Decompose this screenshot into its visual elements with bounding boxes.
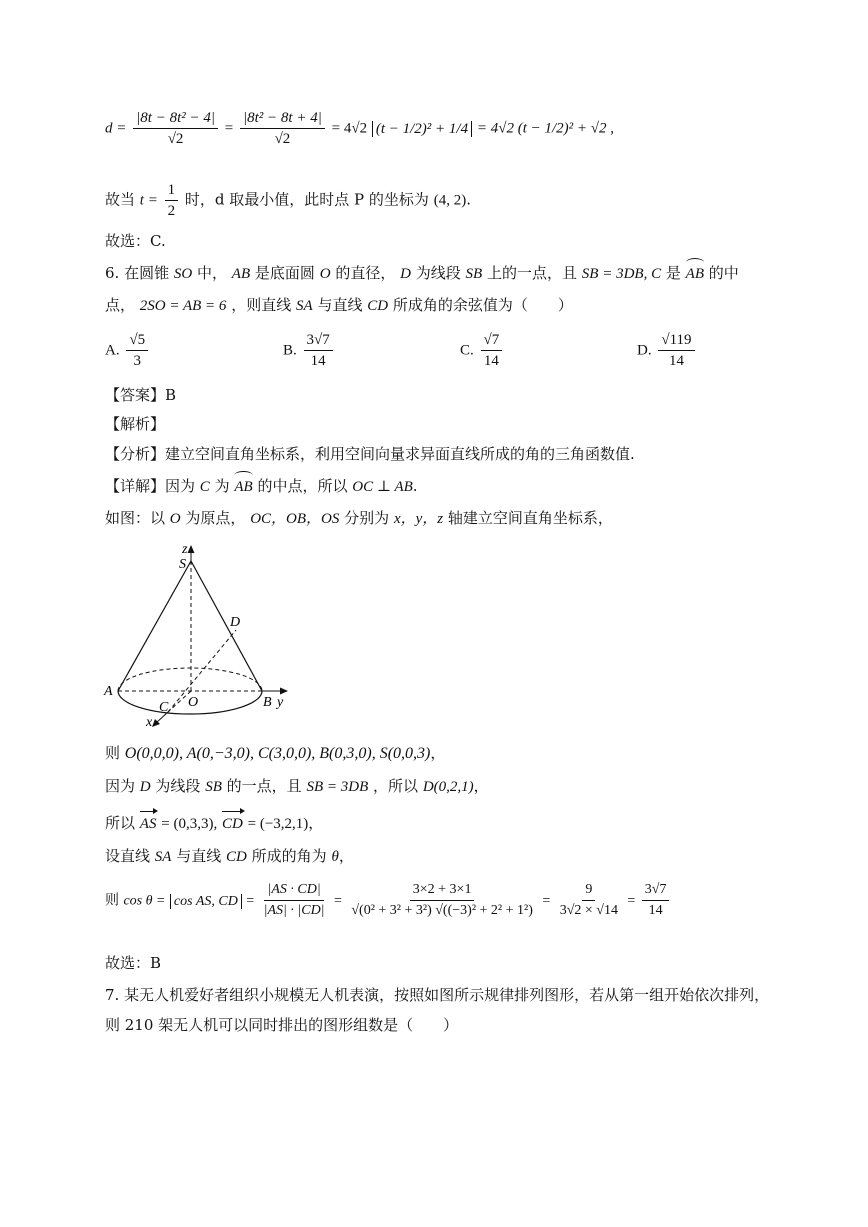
m: = (246, 893, 255, 909)
option-frac: $\frac{3√7}{14}$ (304, 330, 333, 371)
cos-frac-4: $\frac{3√7}{14}$ (642, 880, 670, 921)
text: 因为 (105, 777, 136, 795)
label-a: A (104, 684, 113, 699)
distance-formula (105, 108, 614, 149)
equals-2: = 4√2 (331, 120, 368, 137)
text: 如图：以 (105, 509, 166, 527)
cos-frac-3: $\frac{9}{3√2 \times √14}$ (559, 882, 618, 918)
q7-line1: 7. 某无人机爱好者组织小规模无人机表演，按照如图所示规律排列图形，若从第一组开始依次排列， (105, 986, 770, 1004)
frac-2: $\frac{\text{|8t² − 8t + 4|}}{√2}$ (240, 108, 325, 149)
coordinate-setup (105, 507, 613, 530)
answer-6: 故选：B (105, 954, 162, 972)
m: CD (367, 298, 389, 314)
m: C (199, 479, 210, 495)
text: 分别为 (344, 509, 390, 527)
coordinate: (4, 2) (433, 192, 467, 209)
text: 时，d 取最小值，此时点 P 的坐标为 (184, 190, 429, 209)
label-s: S (179, 557, 186, 572)
analysis-label: 【解析】 (105, 415, 166, 433)
option-b[interactable] (283, 330, 335, 371)
m: θ (331, 849, 339, 865)
vectors-line (105, 812, 323, 835)
text: ， (473, 777, 489, 795)
text: 上的一点，且 (487, 264, 578, 282)
m: x，y，z (393, 511, 444, 527)
text: 为线段 (415, 264, 461, 282)
m: D (400, 266, 411, 282)
answer-label: 【答案】B (105, 386, 177, 404)
cone-figure (100, 540, 300, 730)
text: 的直径， (335, 264, 396, 282)
answer-5: 故选：C. (105, 232, 166, 250)
abs-expression: (t − 1/2)² + 1/4 (372, 121, 472, 137)
m: OC ⊥ AB (352, 479, 413, 495)
coordinates-line (105, 742, 445, 765)
text: 则 (105, 744, 121, 762)
m: D (139, 779, 151, 795)
q6-line1 (105, 262, 739, 285)
text: 所以 (105, 814, 136, 832)
label-z: z (182, 542, 188, 557)
text: 为原点， (185, 509, 246, 527)
text: 设直线 (105, 847, 151, 865)
m: SB (205, 779, 222, 795)
text: . (412, 477, 418, 495)
equals-1: = (224, 120, 234, 137)
q7-line2: 则 210 架无人机可以同时排出的图形组数是（ ） (105, 1016, 459, 1034)
m: OC，OB，OS (250, 511, 340, 527)
text: 为 (214, 477, 230, 495)
base-back-arc (118, 668, 262, 691)
text: ， (430, 744, 446, 762)
text: ， (338, 847, 354, 865)
text: . (466, 190, 471, 209)
cos-frac-1: $\frac{|AS \cdot CD|}{|AS| \cdot |CD|}$ (263, 882, 325, 918)
frac-1: $\frac{\text{|8t − 8t² − 4|}}{√2}$ (133, 108, 218, 149)
z-arrow-icon (188, 545, 195, 553)
abs-cos: cos AS, CD (170, 894, 242, 909)
cos-frac-2: $\frac{3\times 2 + 3\times 1}{\text{√(0² + 3² + 3²) √((−3)² + 2² + 1²)}}$ (351, 882, 533, 918)
option-frac: $\frac{√119}{14}$ (658, 330, 694, 371)
text: 所成的角为 (251, 847, 327, 865)
m: O (319, 266, 331, 282)
half-frac: $\frac{1}{2}$ (165, 180, 179, 221)
cosine-formula: 则 cos θ = cos AS, CD = $\frac{|AS \cdot CD|}{|AS| \cdot |CD|}$ = $\frac{3\times 2 + 3\times 1}{\text{√(0² + 3² + 3²) √((−3)² + 2² + 1²)}}$ = $\frac{9}{3√2 \times √14}$ = $\frac{3√7}{14}$ (105, 880, 671, 921)
m: CD (226, 849, 247, 865)
label-y: y (277, 695, 284, 710)
option-letter: C. (460, 342, 474, 359)
option-d[interactable] (637, 330, 697, 371)
m: SB = 3DB, C (581, 266, 662, 282)
text: 的中 (708, 264, 739, 282)
text: ，所以 (373, 777, 419, 795)
m: = (0,3,3), (161, 816, 218, 832)
angle-line (105, 845, 354, 868)
m: AB (231, 266, 251, 282)
q6-line2 (105, 294, 573, 317)
detail-line (105, 475, 418, 498)
option-letter: D. (637, 342, 652, 359)
m: O (169, 511, 181, 527)
text: 6. 在圆锥 (105, 264, 170, 282)
text: 中， (197, 264, 228, 282)
text: 【详解】因为 (105, 477, 196, 495)
m: SA (154, 849, 172, 865)
option-a[interactable] (105, 330, 150, 371)
t-eq: t = (139, 192, 158, 209)
option-frac: $\frac{√5}{3}$ (126, 330, 148, 371)
text: 则 (105, 892, 119, 909)
label-b: B (263, 695, 272, 710)
text: 是 (665, 264, 681, 282)
label-x: x (146, 715, 153, 730)
arc-ab: AB (686, 263, 704, 285)
m: SB = 3DB (306, 779, 369, 795)
label-c: C (159, 700, 169, 715)
arc-ab: AB (234, 476, 252, 498)
m: D(0,2,1) (422, 779, 474, 795)
text: ，则直线 (231, 296, 292, 314)
option-letter: B. (283, 342, 297, 359)
text: 是底面圆 (254, 264, 315, 282)
minimum-statement (105, 180, 471, 221)
text: ， (308, 814, 324, 832)
text: 所成角的余弦值为（ ） (392, 296, 573, 314)
text: 与直线 (176, 847, 222, 865)
option-frac: $\frac{√7}{14}$ (481, 330, 503, 371)
vector-as: AS (140, 813, 157, 835)
m: SB (465, 266, 483, 282)
m: SA (296, 298, 313, 314)
text: 的中点，所以 (257, 477, 348, 495)
vector-cd: CD (222, 813, 243, 835)
edge-sa (118, 561, 191, 691)
text: 与直线 (317, 296, 363, 314)
y-arrow-icon (280, 688, 288, 695)
point-d-line (105, 775, 489, 798)
label-o: O (188, 695, 199, 710)
m: 2SO = AB = 6 (139, 298, 227, 314)
text: 的一点，且 (226, 777, 302, 795)
final-expression: = 4√2 (t − 1/2)² + √2 , (476, 120, 615, 137)
m: SO (173, 266, 193, 282)
analysis-summary: 【分析】建立空间直角坐标系，利用空间向量求异面直线所成的角的三角函数值. (105, 445, 635, 463)
text: 点， (105, 296, 136, 314)
text: 故当 (105, 190, 136, 209)
m: = (−3,2,1) (247, 816, 309, 832)
coordinates: O(0,0,0), A(0,−3,0), C(3,0,0), B(0,3,0), S(0,0,3) (124, 745, 431, 762)
text: 轴建立空间直角坐标系， (447, 509, 613, 527)
option-c[interactable] (460, 330, 504, 371)
option-letter: A. (105, 342, 120, 359)
label-d: D (230, 615, 241, 630)
text: 为线段 (155, 777, 201, 795)
d-lhs: d = (105, 120, 127, 137)
m: cos θ = (123, 893, 166, 909)
